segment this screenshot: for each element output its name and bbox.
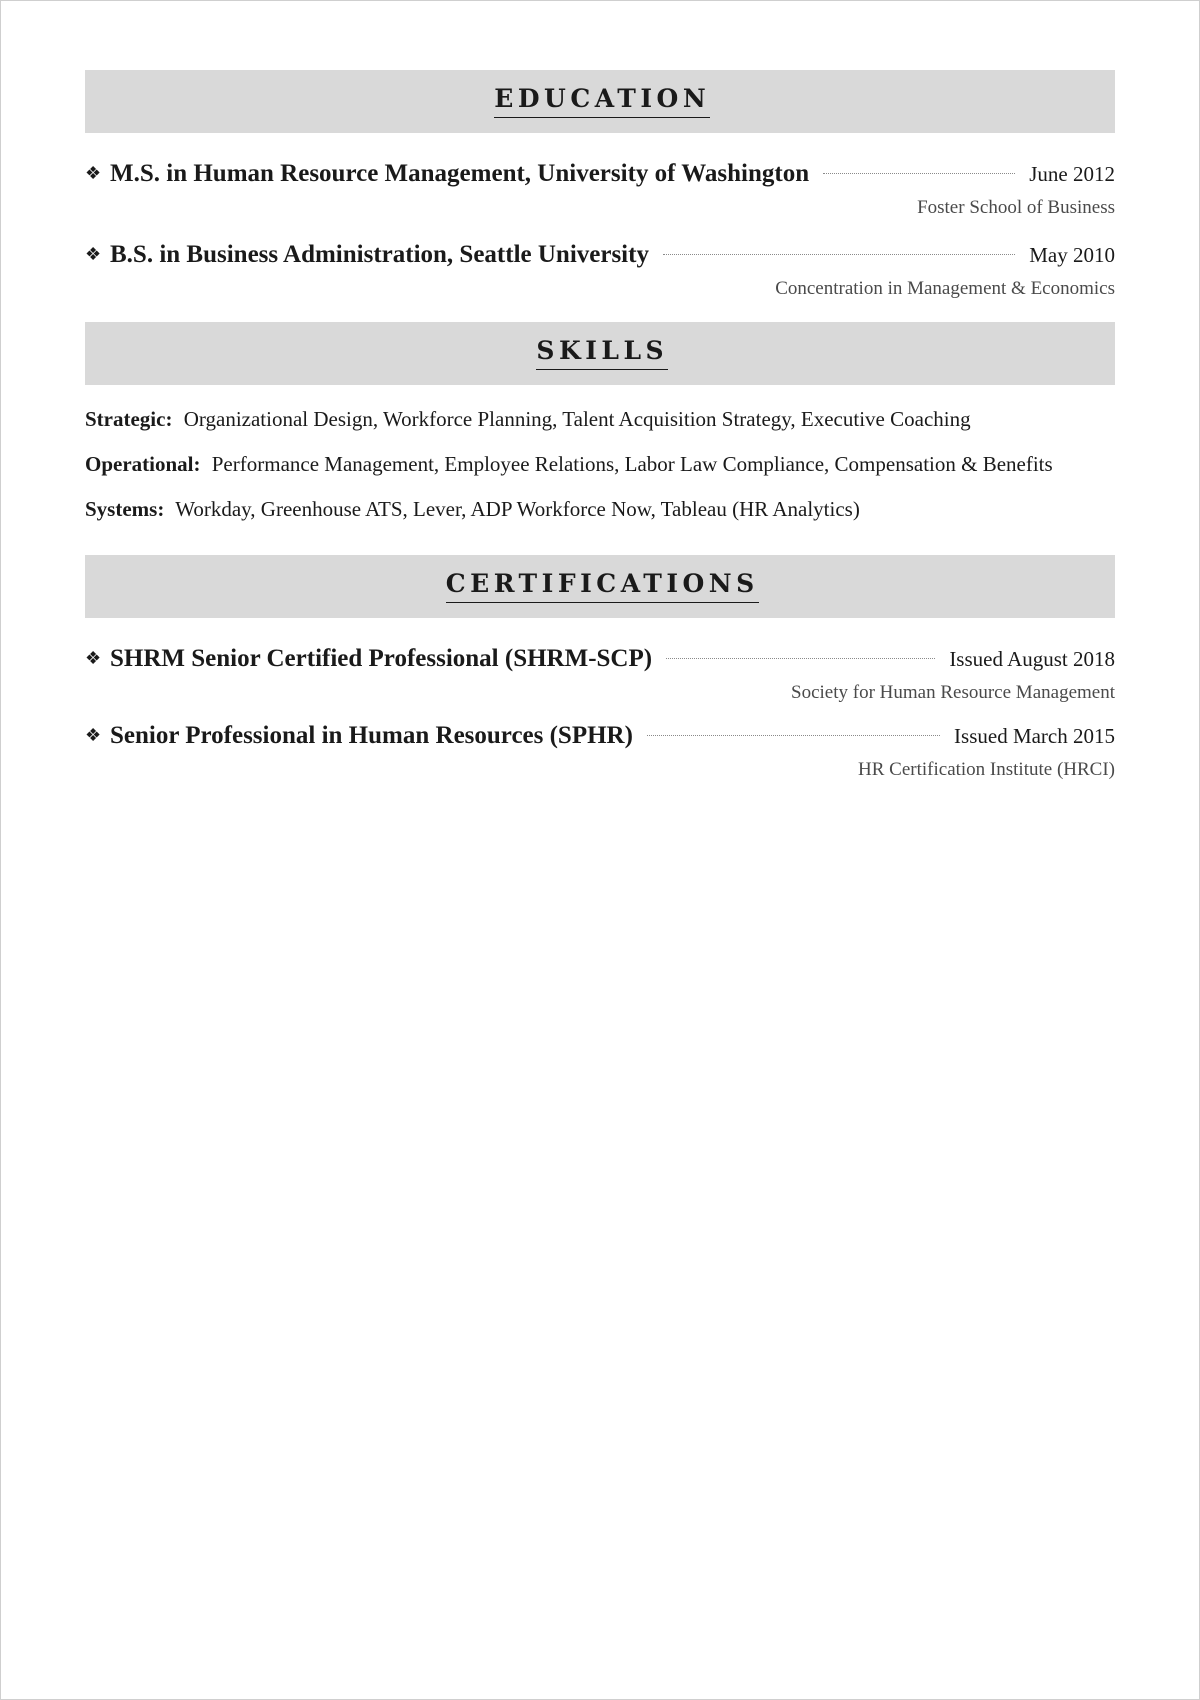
dotted-leader: [666, 658, 935, 659]
skill-row: [85, 497, 1115, 522]
certification-date: Issued March 2015: [954, 724, 1115, 748]
dotted-leader: [647, 735, 940, 736]
certification-issuer: Society for Human Resource Management: [791, 682, 1115, 703]
education-title: EDUCATION: [494, 85, 710, 118]
certification-issuer: HR Certification Institute (HRCI): [858, 759, 1115, 780]
education-section: [85, 70, 1115, 300]
certification-entry: [85, 645, 1115, 704]
skills-list: [85, 407, 1115, 522]
degree-detail: Foster School of Business: [917, 197, 1115, 218]
skill-values: Organizational Design, Workforce Planning, Talent Acquisition Strategy, Executive Coaching: [183, 407, 971, 431]
degree-detail: Concentration in Management & Economics: [775, 278, 1115, 299]
skill-values: Performance Management, Employee Relations, Labor Law Compliance, Compensation & Benefits: [211, 452, 1053, 476]
diamond-bullet-icon: ❖: [85, 648, 102, 668]
certifications-title: CERTIFICATIONS: [446, 570, 759, 603]
education-list: [85, 160, 1115, 300]
skills-title: SKILLS: [536, 337, 668, 370]
skill-values: Workday, Greenhouse ATS, Lever, ADP Workforce Now, Tableau (HR Analytics): [175, 497, 860, 521]
education-entry: [85, 160, 1115, 219]
degree-date: June 2012: [1029, 162, 1115, 186]
certification-name: Senior Professional in Human Resources (SPHR): [110, 722, 633, 749]
skill-category: Operational:: [85, 452, 201, 476]
diamond-bullet-icon: ❖: [85, 725, 102, 745]
dotted-leader: [663, 254, 1015, 255]
skill-row: [85, 407, 1115, 432]
diamond-bullet-icon: ❖: [85, 244, 102, 264]
certifications-section: [85, 555, 1115, 781]
skills-section: [85, 322, 1115, 522]
certification-entry: [85, 722, 1115, 781]
skills-header: [85, 322, 1115, 385]
skill-row: [85, 452, 1115, 477]
dotted-leader: [823, 173, 1015, 174]
education-entry: [85, 241, 1115, 300]
skill-category: Strategic:: [85, 407, 173, 431]
diamond-bullet-icon: ❖: [85, 163, 102, 183]
degree-title: M.S. in Human Resource Management, University of Washington: [110, 160, 810, 187]
certification-date: Issued August 2018: [949, 647, 1115, 671]
certifications-header: [85, 555, 1115, 618]
certifications-list: [85, 645, 1115, 781]
degree-title: B.S. in Business Administration, Seattle University: [110, 241, 649, 268]
certification-name: SHRM Senior Certified Professional (SHRM-SCP): [110, 645, 653, 672]
skill-category: Systems:: [85, 497, 165, 521]
education-header: [85, 70, 1115, 133]
degree-date: May 2010: [1029, 243, 1115, 267]
